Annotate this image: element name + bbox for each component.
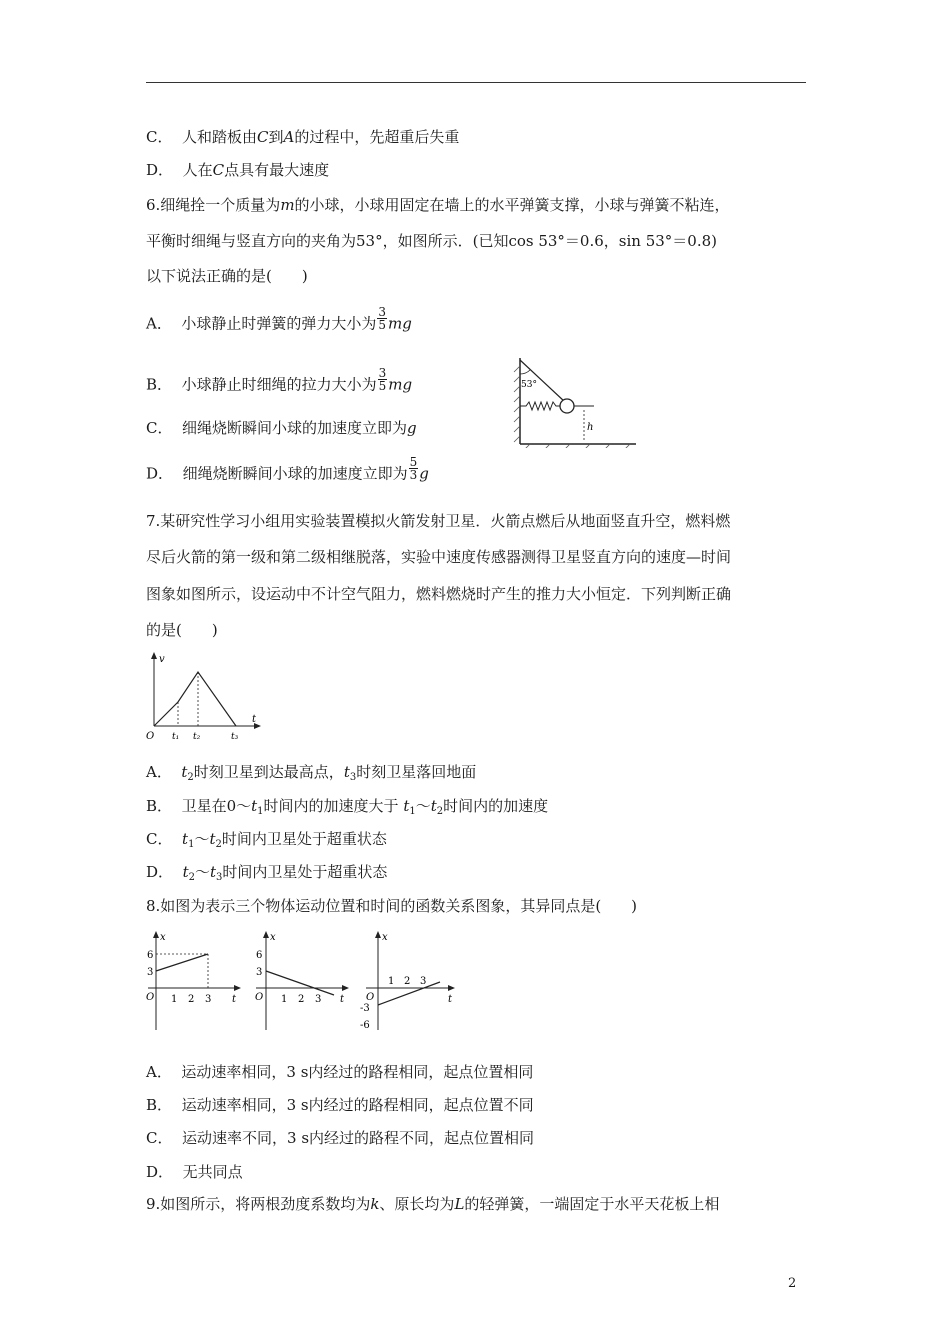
y-axis-label: v — [159, 654, 165, 665]
header-rule — [146, 82, 806, 83]
q6-option-b: B． 小球静止时细绳的拉力大小为 $\frac{3}{5}$ mg — [146, 366, 413, 394]
fraction: $\frac{5}{3}$ — [409, 455, 418, 482]
q7-option-c: C． $t_1\sim t_2$时间内卫星处于超重状态 — [146, 830, 387, 850]
q6-option-c: C． 细绳烧断瞬间小球的加速度立即为g — [146, 419, 417, 437]
fraction: $\frac{3}{5}$ — [378, 305, 387, 332]
y-tick-label: 3 — [256, 967, 263, 978]
q5-option-c: C． 人和踏板由C到A的过程中，先超重后失重 — [146, 128, 460, 146]
x-tick-label: 1 — [388, 976, 395, 987]
y-axis-arrow — [151, 652, 157, 659]
x-axis-label: t — [340, 994, 345, 1005]
t1-tick-label: t₁ — [172, 732, 180, 742]
y-tick-label: 6 — [147, 950, 154, 961]
origin-label: O — [146, 731, 155, 742]
angle-label: 53° — [521, 380, 537, 390]
y-tick-label: -3 — [360, 1003, 370, 1014]
x-tick-label: 3 — [205, 994, 212, 1005]
q7-option-b: B． 卫星在$0\sim t_1$时间内的加速度大于 $t_1\sim t_2$时间内的加速度 — [146, 797, 549, 817]
page-number: 2 — [788, 1276, 797, 1291]
q8-option-a: A． 运动速率相同，3 s内经过的路程相同，起点位置相同 — [146, 1063, 534, 1081]
q8-graph-3 — [356, 928, 460, 1032]
angle-arc — [520, 370, 530, 374]
y-axis-label: x — [270, 932, 276, 943]
t3-tick-label: t₃ — [231, 732, 239, 742]
q9-stem-line1: 9.如图所示，将两根劲度系数均为k、原长均为L的轻弹簧，一端固定于水平天花板上相 — [146, 1195, 720, 1213]
q7-stem-line1: 7.某研究性学习小组用实验装置模拟火箭发射卫星．火箭点燃后从地面竖直升空，燃料燃 — [146, 512, 731, 530]
y-tick-label: 3 — [147, 967, 154, 978]
q5-option-d: D． 人在C点具有最大速度 — [146, 161, 330, 179]
x-tick-label: 3 — [315, 994, 322, 1005]
ball — [560, 399, 574, 413]
q8-option-c: C． 运动速率不同，3 s内经过的路程不同，起点位置相同 — [146, 1129, 535, 1147]
spring — [520, 402, 560, 410]
t2-tick-label: t₂ — [193, 732, 201, 742]
position-line — [266, 971, 334, 995]
q7-option-a: A． $t_2$时刻卫星到达最高点，$t_3$时刻卫星落回地面 — [146, 763, 477, 783]
q6-stem-line1: 6.细绳拴一个质量为m的小球，小球用固定在墙上的水平弹簧支撑，小球与弹簧不粘连， — [146, 196, 730, 214]
x-tick-label: 3 — [420, 976, 427, 987]
q7-stem-line3: 图象如图所示，设运动中不计空气阻力，燃料燃烧时产生的推力大小恒定．下列判断正确 — [146, 585, 732, 603]
position-line — [156, 954, 208, 971]
q8-graph-1 — [146, 928, 246, 1032]
x-tick-label: 1 — [281, 994, 288, 1005]
q8-option-d: D． 无共同点 — [146, 1163, 243, 1181]
q7-stem-line2: 尽后火箭的第一级和第二级相继脱落，实验中速度传感器测得卫星竖直方向的速度—时间 — [146, 548, 732, 566]
origin-label: O — [146, 992, 155, 1003]
x-tick-label: 2 — [404, 976, 411, 987]
x-tick-label: 2 — [188, 994, 195, 1005]
q8-option-b: B． 运动速率相同，3 s内经过的路程相同，起点位置不同 — [146, 1096, 534, 1114]
x-axis-label: t — [252, 714, 257, 725]
wall — [520, 358, 636, 444]
y-tick-label: -6 — [360, 1020, 370, 1031]
y-axis-arrow — [153, 931, 159, 938]
fraction: $\frac{3}{5}$ — [378, 366, 387, 393]
y-axis-arrow — [375, 931, 381, 938]
origin-label: O — [255, 992, 264, 1003]
q8-stem: 8.如图为表示三个物体运动位置和时间的函数关系图象，其异同点是( ) — [146, 897, 638, 915]
x-axis-arrow — [448, 985, 455, 991]
q6-stem-line3: 以下说法正确的是( ) — [146, 267, 308, 285]
q6-stem-line2: 平衡时细绳与竖直方向的夹角为53°，如图所示．(已知cos 53°＝0.6，sin 53°＝0.8) — [146, 232, 717, 250]
x-axis-arrow — [234, 985, 241, 991]
origin-label: O — [366, 992, 375, 1003]
q7-stem-line4: 的是( ) — [146, 621, 218, 639]
y-axis-arrow — [263, 931, 269, 938]
x-axis-label: t — [232, 994, 237, 1005]
h-label: h — [587, 422, 594, 433]
q7-option-d: D． $t_2\sim t_3$时间内卫星处于超重状态 — [146, 863, 388, 883]
y-tick-label: 6 — [256, 950, 263, 961]
velocity-curve — [154, 672, 236, 726]
x-axis-arrow — [342, 985, 349, 991]
y-axis-label: x — [160, 932, 166, 943]
x-tick-label: 1 — [171, 994, 178, 1005]
x-tick-label: 2 — [298, 994, 305, 1005]
q6-option-d: D． 细绳烧断瞬间小球的加速度立即为 $\frac{5}{3}$ g — [146, 455, 429, 483]
y-axis-label: x — [382, 932, 388, 943]
q6-option-a: A． 小球静止时弹簧的弹力大小为 $\frac{3}{5}$ mg — [146, 305, 412, 333]
q6-spring-ball-figure — [510, 352, 640, 448]
x-axis-label: t — [448, 994, 453, 1005]
q7-velocity-time-graph — [146, 650, 266, 742]
q8-graph-2 — [252, 928, 352, 1032]
